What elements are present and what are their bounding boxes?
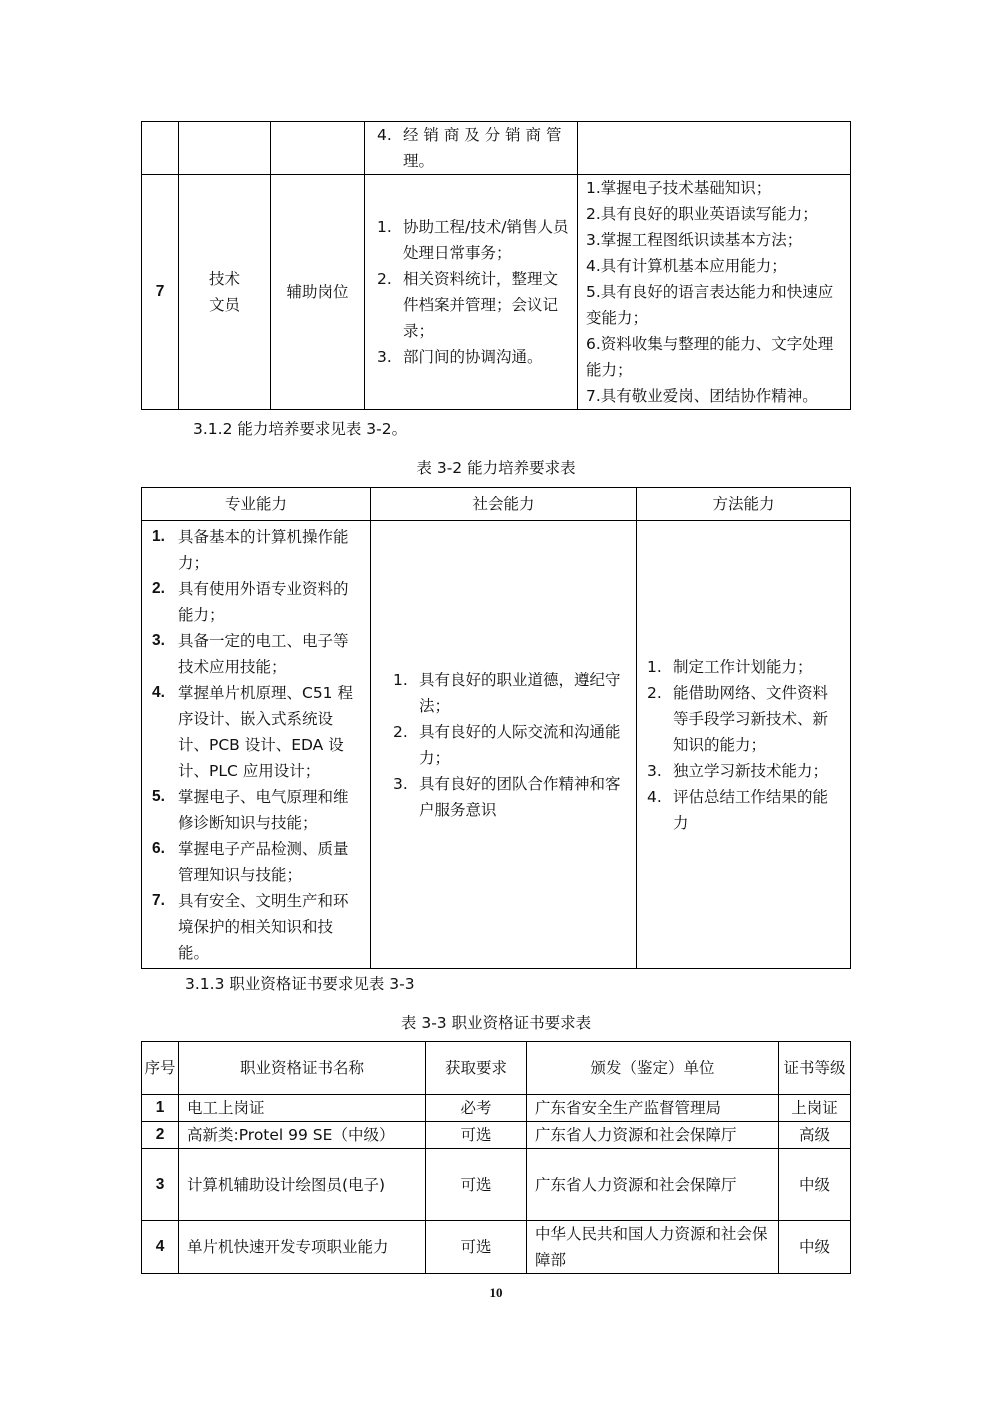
- list-text: 具有使用外语专业资料的能力；: [178, 580, 349, 624]
- requirement-cell: 必考: [426, 1095, 527, 1122]
- list-text: 掌握单片机原理、C51 程序设计、嵌入式系统设计、PCB 设计、EDA 设计、PLC 应用设计；: [178, 684, 353, 780]
- list-number: 2.: [377, 270, 392, 288]
- table-cell: [142, 122, 179, 175]
- list-item: 4. 经 销 商 及 分 销 商 管: [377, 126, 562, 144]
- column-header: 序号: [142, 1042, 179, 1095]
- requirement-item: 6.资料收集与整理的能力、文字处理能力；: [586, 335, 834, 379]
- list-text: 掌握电子产品检测、质量管理知识与技能；: [178, 840, 349, 884]
- list-text: 掌握电子、电气原理和维修诊断知识与技能；: [178, 788, 349, 832]
- list-text: 具备一定的电工、电子等技术应用技能；: [178, 632, 349, 676]
- list-number: 5.: [152, 788, 165, 805]
- level-cell: 高级: [779, 1122, 851, 1149]
- list-number: 3.: [377, 348, 392, 366]
- list-item: [643, 758, 842, 784]
- requirement-item: 4.具有计算机基本应用能力；: [586, 257, 787, 275]
- seq-cell: 7: [142, 175, 179, 410]
- list-text: 具有安全、文明生产和环境保护的相关知识和技能。: [178, 892, 349, 962]
- duties-cell: [365, 175, 578, 410]
- column-header: 社会能力: [371, 488, 637, 521]
- table-row: [142, 1221, 851, 1274]
- seq-cell: 1: [142, 1095, 179, 1122]
- requirement-item: 3.掌握工程图纸识读基本方法；: [586, 231, 803, 249]
- list-item: [148, 784, 362, 836]
- seq-cell: 2: [142, 1122, 179, 1149]
- requirement-item: 2.具有良好的职业英语读写能力；: [586, 205, 818, 223]
- list-text: 相关资料统计，整理文件档案并管理；会议记录；: [403, 270, 559, 340]
- cert-name-cell: 电工上岗证: [179, 1095, 426, 1122]
- cert-name-cell: 高新类:Protel 99 SE（中级）: [179, 1122, 426, 1149]
- list-number: 2.: [393, 722, 408, 741]
- list-number: 1.: [152, 528, 165, 545]
- professional-cell: [142, 521, 371, 969]
- issuer-cell: 广东省人力资源和社会保障厅: [527, 1149, 779, 1221]
- list-number: 1.: [647, 657, 662, 676]
- list-number: 1.: [393, 670, 408, 689]
- list-number: 2.: [647, 683, 662, 702]
- level-cell: 上岗证: [779, 1095, 851, 1122]
- requirement-item: 7.具有敬业爱岗、团结协作精神。: [586, 387, 818, 405]
- list-item: [148, 836, 362, 888]
- positions-table: [141, 121, 851, 410]
- list-number: 4.: [152, 684, 165, 701]
- list-item: [389, 719, 628, 771]
- duty-text: 经 销 商 及 分 销 商 管: [403, 126, 562, 144]
- table-row: [142, 175, 851, 410]
- issuer-cell: 广东省安全生产监督管理局: [527, 1095, 779, 1122]
- requirement-cell: 可选: [426, 1122, 527, 1149]
- list-item: [389, 771, 628, 823]
- certificate-table: [141, 1041, 851, 1274]
- table-cell: [179, 122, 271, 175]
- requirement-item: 1.掌握电子技术基础知识；: [586, 179, 772, 197]
- position-cell: 技术 文员: [179, 175, 271, 410]
- method-cell: [637, 521, 851, 969]
- list-item: [643, 680, 842, 758]
- list-text: 独立学习新技术能力；: [673, 761, 829, 780]
- social-cell: [371, 521, 637, 969]
- list-item: [373, 344, 569, 370]
- list-text: 具有良好的人际交流和沟通能力；: [419, 722, 621, 767]
- requirement-item: 5.具有良好的语言表达能力和快速应变能力；: [586, 283, 834, 327]
- type-cell: 辅助岗位: [271, 175, 365, 410]
- list-number: 6.: [152, 840, 165, 857]
- column-header: 颁发（鉴定）单位: [527, 1042, 779, 1095]
- list-number: 3.: [647, 761, 662, 780]
- paragraph: 3.1.2 能力培养要求见表 3-2。: [193, 420, 408, 438]
- table-caption: 表 3-3 职业资格证书要求表: [400, 1014, 592, 1032]
- list-number: 1.: [377, 218, 392, 236]
- level-cell: 中级: [779, 1221, 851, 1274]
- requirements-cell: [578, 175, 851, 410]
- table-row: [142, 122, 851, 175]
- list-number: 3.: [393, 774, 408, 793]
- requirement-cell: 可选: [426, 1149, 527, 1221]
- list-text: 具有良好的团队合作精神和客户服务意识: [419, 774, 621, 819]
- list-text: 具有良好的职业道德，遵纪守法；: [419, 670, 621, 715]
- list-text: 能借助网络、文件资料等手段学习新技术、新知识的能力；: [673, 683, 829, 754]
- ability-table: [141, 487, 851, 969]
- list-item: [148, 628, 362, 680]
- list-number: 4.: [647, 787, 662, 806]
- table-row: [142, 521, 851, 969]
- list-text: 协助工程/技术/销售人员处理日常事务；: [403, 218, 569, 262]
- duty-text-cont: 理。: [403, 152, 435, 170]
- list-text: 评估总结工作结果的能力: [673, 787, 829, 832]
- seq-cell: 4: [142, 1221, 179, 1274]
- table-header-row: [142, 488, 851, 521]
- table-row: [142, 1095, 851, 1122]
- table-header-row: [142, 1042, 851, 1095]
- list-item: [373, 214, 569, 266]
- cert-name-cell: 计算机辅助设计绘图员(电子): [179, 1149, 426, 1221]
- list-number: 7.: [152, 892, 165, 909]
- cert-name-cell: 单片机快速开发专项职业能力: [179, 1221, 426, 1274]
- list-item: [148, 576, 362, 628]
- list-text: 具备基本的计算机操作能力；: [178, 528, 349, 572]
- seq-cell: 3: [142, 1149, 179, 1221]
- list-item: [148, 888, 362, 966]
- table-cell: [578, 122, 851, 175]
- issuer-cell: 中华人民共和国人力资源和社会保障部: [527, 1221, 779, 1274]
- list-number: 3.: [152, 632, 165, 649]
- table-cell: [271, 122, 365, 175]
- list-item: [148, 680, 362, 784]
- issuer-cell: 广东省人力资源和社会保障厅: [527, 1122, 779, 1149]
- column-header: 证书等级: [779, 1042, 851, 1095]
- column-header: 专业能力: [142, 488, 371, 521]
- list-item: [643, 784, 842, 836]
- list-text: 制定工作计划能力；: [673, 657, 813, 676]
- table-row: [142, 1149, 851, 1221]
- list-item: [389, 667, 628, 719]
- table-row: [142, 1122, 851, 1149]
- duty-cell: [365, 122, 578, 175]
- table-caption: 表 3-2 能力培养要求表: [416, 459, 576, 477]
- requirement-cell: 可选: [426, 1221, 527, 1274]
- list-item: [373, 266, 569, 344]
- list-text: 部门间的协调沟通。: [403, 348, 543, 366]
- column-header: 获取要求: [426, 1042, 527, 1095]
- paragraph: 3.1.3 职业资格证书要求见表 3-3: [185, 975, 415, 993]
- level-cell: 中级: [779, 1149, 851, 1221]
- list-number: 2.: [152, 580, 165, 597]
- list-item: [148, 524, 362, 576]
- list-item: [643, 654, 842, 680]
- column-header: 职业资格证书名称: [179, 1042, 426, 1095]
- page-number: 10: [489, 1285, 503, 1300]
- column-header: 方法能力: [637, 488, 851, 521]
